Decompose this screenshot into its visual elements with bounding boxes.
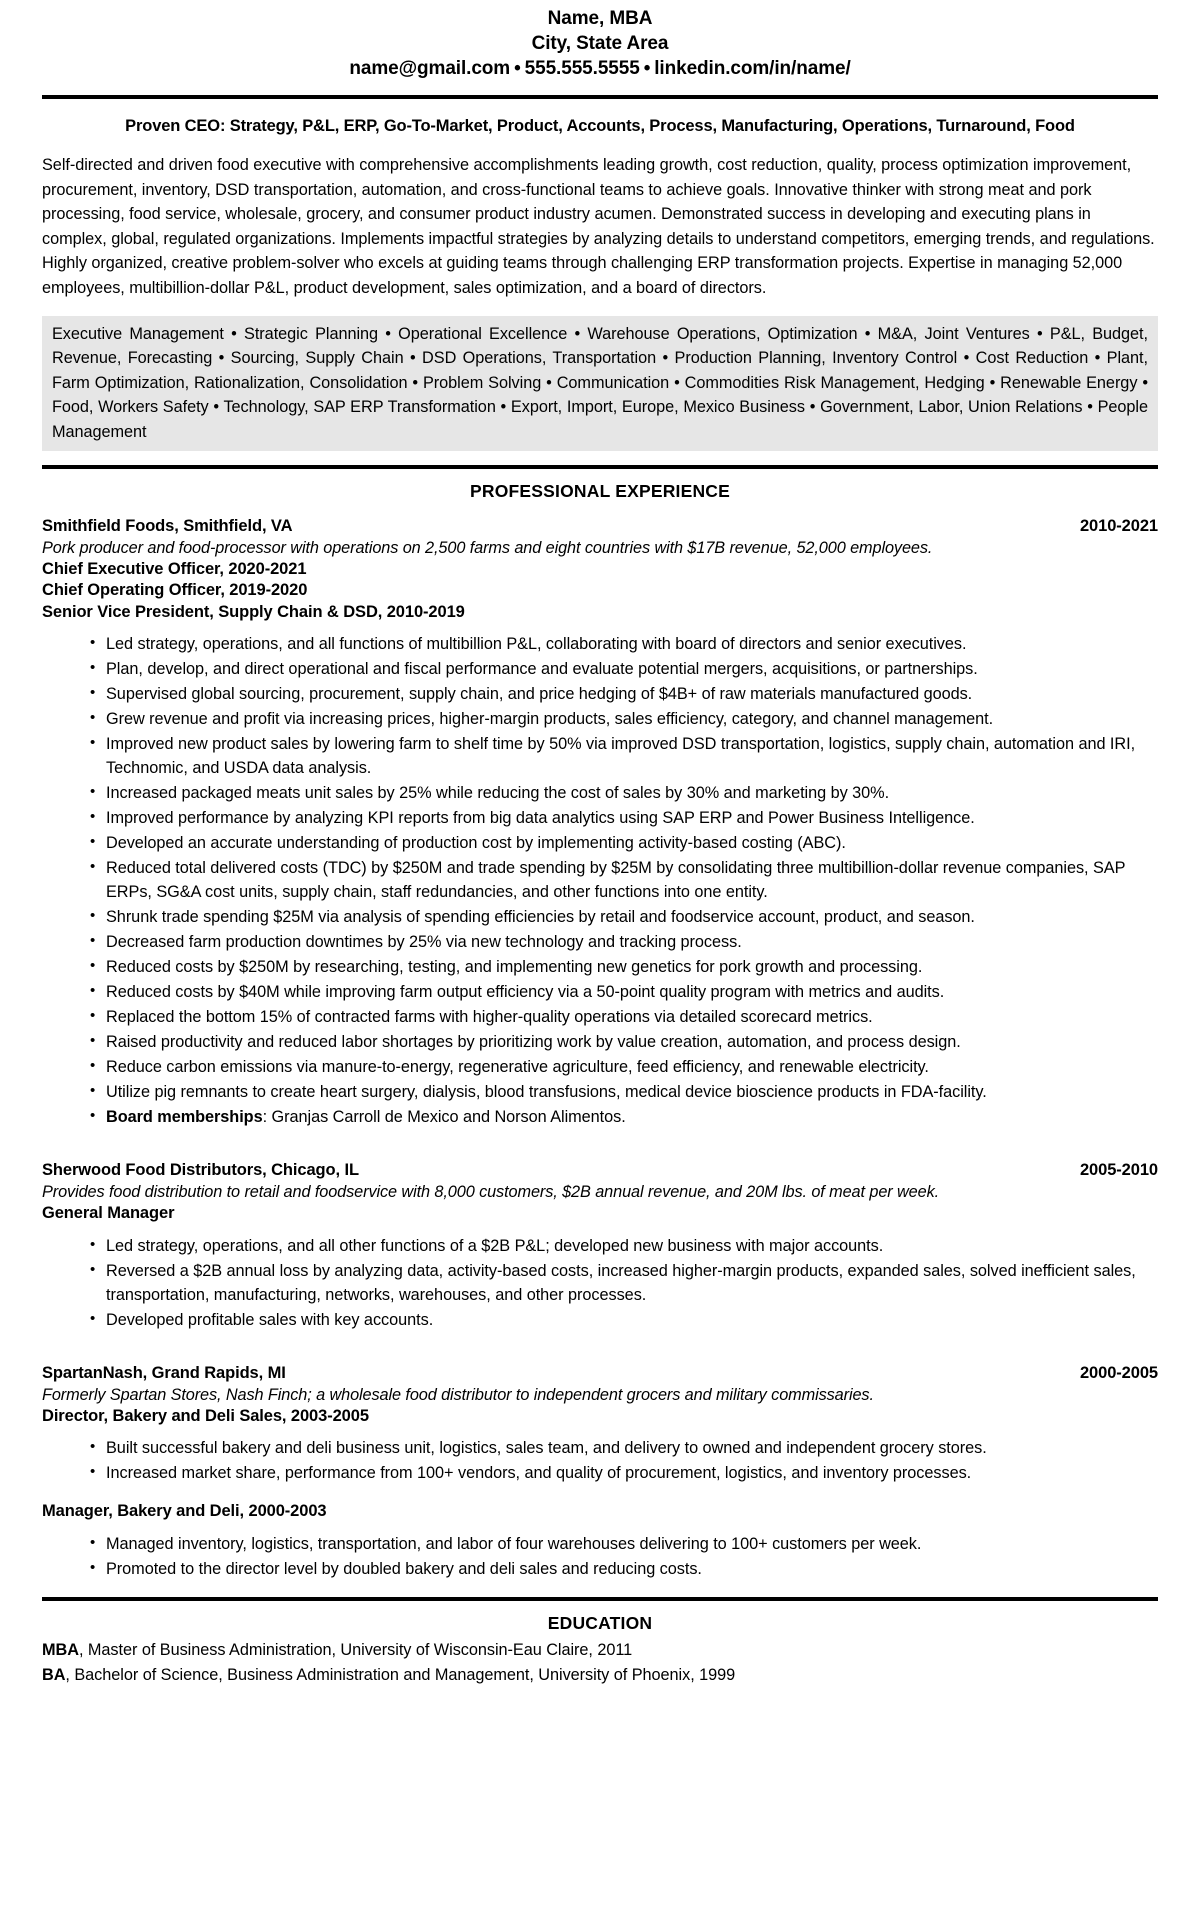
job-company: SpartanNash, Grand Rapids, MI <box>42 1363 286 1382</box>
job-entry <box>42 1363 1158 1581</box>
education-entry <box>42 1638 1158 1663</box>
bullet-item: • Reduced costs by $250M by researching, testing, and implementing new genetics for pork growth and processing. <box>90 955 1158 979</box>
bullet-item: • Improved new product sales by lowering farm to shelf time by 50% via improved DSD transportation, logistics, supply chain, automation and IRI, Technomic, and USDA data analysis. <box>90 732 1158 780</box>
job-description: Provides food distribution to retail and foodservice with 8,000 customers, $2B annual revenue, and 20M lbs. of meat per week. <box>42 1183 940 1202</box>
bullet-item-board-memberships <box>90 1105 1158 1129</box>
job-header <box>42 1363 1158 1384</box>
professional-summary: Self-directed and driven food executive with comprehensive accomplishments leading growth, cost reduction, quality, process optimization improvement, procurement, inventory, DSD transportation, automation, and cross-functional teams to achieve goals. Innovative thinker with strong meat and pork processing, food service, wholesale, grocery, and consumer product industry acumen. Demonstrated success in developing and executing plans in complex, global, regulated organizations. Implements impactful strategies by analyzing details to understand competitors, emerging trends, and regulations. Highly organized, creative problem-solver who excels at guiding teams through challenging ERP transformation projects. Expertise in managing 52,000 employees, multibillion-dollar P&L, product development, sales optimization, and a board of directors. <box>42 156 1155 297</box>
education-detail: , Bachelor of Science, Business Administration and Management, University of Phoenix, 1999 <box>65 1665 736 1684</box>
education-divider <box>42 1597 1158 1601</box>
bullet-item: • Utilize pig remnants to create heart surgery, dialysis, blood transfusions, medical device bioscience products in FDA-facility. <box>90 1080 1158 1104</box>
job-dates: 2000-2005 <box>1079 1363 1158 1382</box>
job-company: Sherwood Food Distributors, Chicago, IL <box>42 1161 359 1180</box>
bullet-item: • Replaced the bottom 15% of contracted farms with higher-quality operations via detailed scorecard metrics. <box>90 1005 1158 1029</box>
candidate-location: City, State Area <box>531 33 669 54</box>
job-title: Senior Vice President, Supply Chain & DSD, 2010-2019 <box>42 602 465 621</box>
bullet-item: • Increased market share, performance from 100+ vendors, and quality of procurement, logistics, and inventory processes. <box>90 1461 1158 1485</box>
job-description: Pork producer and food-processor with operations on 2,500 farms and eight countries with $17B revenue, 52,000 employees. <box>42 538 933 557</box>
bullet-item: • Decreased farm production downtimes by 25% via new technology and tracking process. <box>90 930 1158 954</box>
bullet-item: • Reversed a $2B annual loss by analyzing data, activity-based costs, increased higher-margin products, expanded sales, solved inefficient sales, transportation, manufacturing, networks, warehouses, and other processes. <box>90 1259 1158 1307</box>
bullet-item: • Reduced costs by $40M while improving farm output efficiency via a 50-point quality program with metrics and audits. <box>90 980 1158 1004</box>
bullet-item: • Managed inventory, logistics, transportation, and labor of four warehouses delivering to 100+ customers per week. <box>90 1532 1158 1556</box>
experience-divider <box>42 465 1158 469</box>
bullet-item: • Shrunk trade spending $25M via analysis of spending efficiencies by retail and foodservice account, product, and season. <box>90 905 1158 929</box>
education-entry <box>42 1663 1158 1688</box>
bullet-item: • Developed profitable sales with key accounts. <box>90 1308 1158 1332</box>
bullet-separator-icon: • <box>643 58 651 79</box>
bullet-item: • Supervised global sourcing, procurement, supply chain, and price hedging of $4B+ of raw materials manufactured goods. <box>90 682 1158 706</box>
job-title: General Manager <box>42 1204 175 1223</box>
education-detail: , Master of Business Administration, University of Wisconsin-Eau Claire, 2011 <box>78 1640 633 1659</box>
bullet-separator-icon: • <box>514 58 521 79</box>
job-title: Chief Operating Officer, 2019-2020 <box>42 581 308 600</box>
spacer <box>42 1333 1158 1349</box>
job-title: Chief Executive Officer, 2020-2021 <box>42 559 307 578</box>
linkedin-text: linkedin.com/in/name/ <box>654 58 851 79</box>
email-text: name@gmail.com <box>349 58 511 79</box>
job-entry <box>42 516 1158 1130</box>
job-header <box>42 516 1158 537</box>
bullet-text: : Granjas Carroll de Mexico and Norson Alimentos. <box>262 1108 626 1127</box>
job-bullet-list <box>42 632 1158 1129</box>
job-dates: 2005-2010 <box>1079 1161 1158 1180</box>
core-competencies-box: Executive Management • Strategic Planning • Operational Excellence • Warehouse Operations, Optimization • M&A, Joint Ventures • P&L, Budget, Revenue, Forecasting • Sourcing, Supply Chain • DSD Operations, Transportation • Production Planning, Inventory Control • Cost Reduction • Plant, Farm Optimization, Rationalization, Consolidation • Problem Solving • Communication • Commodities Risk Management, Hedging • Renewable Energy • Food, Workers Safety • Technology, SAP ERP Transformation • Export, Import, Europe, Mexico Business • Government, Labor, Union Relations • People Management <box>42 316 1158 451</box>
section-title-education: EDUCATION <box>547 1612 653 1633</box>
section-title-experience: PROFESSIONAL EXPERIENCE <box>469 480 731 501</box>
bullet-item: • Raised productivity and reduced labor shortages by prioritizing work by value creation, automation, and process design. <box>90 1030 1158 1054</box>
job-title-secondary: Manager, Bakery and Deli, 2000-2003 <box>42 1502 327 1521</box>
bullet-item: • Led strategy, operations, and all other functions of a $2B P&L; developed new business with major accounts. <box>90 1234 1158 1258</box>
bullet-item: • Promoted to the director level by doubled bakery and deli sales and reducing costs. <box>90 1557 1158 1581</box>
contact-line <box>42 56 1158 81</box>
bullet-item: • Improved performance by analyzing KPI reports from big data analytics using SAP ERP and Power Business Intelligence. <box>90 806 1158 830</box>
header-divider <box>42 95 1158 99</box>
job-dates: 2010-2021 <box>1079 516 1158 535</box>
candidate-name: Name, MBA <box>547 8 653 29</box>
phone-text: 555.555.5555 <box>524 58 640 79</box>
bullet-item: • Grew revenue and profit via increasing prices, higher-margin products, sales efficiency, category, and channel management. <box>90 707 1158 731</box>
bullet-item: • Developed an accurate understanding of production cost by implementing activity-based costing (ABC). <box>90 831 1158 855</box>
bullet-item: • Reduce carbon emissions via manure-to-energy, regenerative agriculture, feed efficiency, and renewable electricity. <box>90 1055 1158 1079</box>
job-bullet-list-secondary <box>42 1532 1158 1581</box>
education-degree: MBA <box>42 1640 79 1659</box>
bullet-item: • Built successful bakery and deli business unit, logistics, sales team, and delivery to owned and independent grocery stores. <box>90 1436 1158 1460</box>
job-title: Director, Bakery and Deli Sales, 2003-2005 <box>42 1406 369 1425</box>
job-company: Smithfield Foods, Smithfield, VA <box>42 516 293 535</box>
resume-header <box>42 6 1158 81</box>
job-bullet-list <box>42 1234 1158 1332</box>
spacer <box>42 1130 1158 1146</box>
job-description: Formerly Spartan Stores, Nash Finch; a wholesale food distributor to independent grocers and military commissaries. <box>42 1385 874 1404</box>
job-bullet-list <box>42 1436 1158 1485</box>
bullet-item: • Plan, develop, and direct operational and fiscal performance and evaluate potential mergers, acquisitions, or partnerships. <box>90 657 1158 681</box>
education-degree: BA <box>42 1665 66 1684</box>
bullet-item: • Led strategy, operations, and all functions of multibillion P&L, collaborating with board of directors and senior executives. <box>90 632 1158 656</box>
job-entry <box>42 1160 1158 1332</box>
bullet-item: • Increased packaged meats unit sales by 25% while reducing the cost of sales by 30% and marketing by 30%. <box>90 781 1158 805</box>
bullet-item: • Reduced total delivered costs (TDC) by $250M and trade spending by $25M by consolidating three multibillion-dollar revenue companies, SAP ERPs, SG&A cost units, supply chain, staff redundancies, and other functions into one entity. <box>90 856 1158 904</box>
job-header <box>42 1160 1158 1181</box>
bullet-label: Board memberships <box>106 1108 263 1127</box>
professional-headline: Proven CEO: Strategy, P&L, ERP, Go-To-Market, Product, Accounts, Process, Manufacturing, Operations, Turnaround, Food <box>125 117 1075 135</box>
